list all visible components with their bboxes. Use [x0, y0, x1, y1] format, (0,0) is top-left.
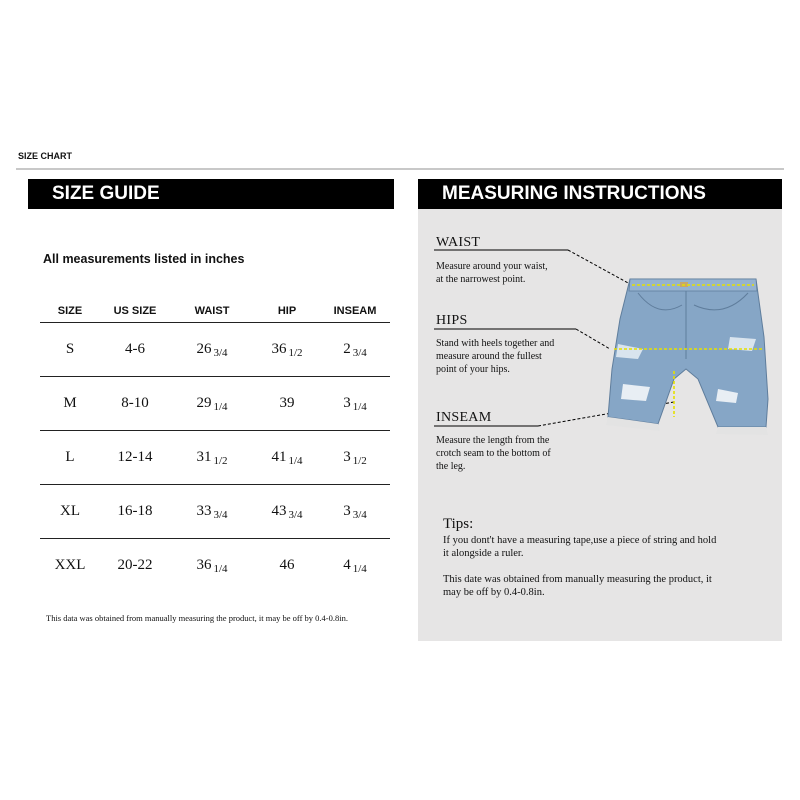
fraction: 1/2: [352, 454, 367, 467]
size-guide-bar: [28, 179, 394, 209]
waist-heading: WAIST: [436, 235, 481, 250]
table-row: [40, 539, 390, 592]
fraction: 1/4: [288, 454, 303, 467]
waist-cell: 36 $_{1/4}$: [196, 556, 228, 575]
measuring-instructions-title: MEASURING INSTRUCTIONS: [442, 183, 706, 204]
us-size-cell: 8-10: [121, 395, 149, 411]
size-guide-title: SIZE GUIDE: [52, 183, 160, 204]
size-cell: XL: [60, 503, 80, 519]
table-header: [40, 300, 390, 323]
table-body: [40, 323, 390, 592]
us-size-cell: 4-6: [125, 341, 145, 357]
inseam-cell: 2 $_{3/4}$: [343, 340, 367, 359]
tips-measuring-text: If you dont't have a measuring tape,use a piece of string and hold it alongside a ruler.: [443, 535, 717, 559]
waist-description: Measure around your waist, at the narrowest point.: [436, 261, 548, 285]
hip-cell: 46: [279, 557, 295, 573]
size-chart-label: SIZE CHART: [18, 151, 72, 161]
measuring-instructions-bar: [418, 179, 782, 209]
fraction: 1/4: [352, 400, 367, 413]
fraction: 1/4: [352, 562, 367, 575]
column-header: SIZE: [57, 305, 83, 317]
fraction: 1/4: [213, 562, 228, 575]
waist-cell: 33 $_{3/4}$: [196, 502, 228, 521]
hips-description: Stand with heels together and measure around the fullest point of your hips.: [436, 338, 555, 375]
size-cell: M: [63, 395, 77, 411]
inseam-description: Measure the length from the crotch seam to the bottom of the leg.: [436, 435, 551, 472]
table-row: [40, 377, 390, 431]
fraction: 3/4: [213, 346, 228, 359]
size-cell: XXL: [54, 557, 86, 573]
inseam-cell: 4 $_{1/4}$: [343, 556, 367, 575]
us-size-cell: 20-22: [117, 557, 153, 573]
fraction: 1/4: [213, 400, 228, 413]
table-row: [40, 485, 390, 539]
fraction: 1/2: [213, 454, 228, 467]
us-size-cell: 12-14: [117, 449, 153, 465]
column-header: HIP: [277, 305, 297, 317]
fraction: 3/4: [352, 508, 367, 521]
hip-cell: 36 $_{1/2}$: [271, 340, 303, 359]
hip-cell: 39: [279, 395, 295, 411]
inseam-heading: INSEAM: [436, 410, 492, 425]
fraction: 3/4: [352, 346, 367, 359]
inseam-cell: 3 $_{1/2}$: [343, 448, 367, 467]
column-header: US SIZE: [113, 305, 157, 317]
divider: [16, 168, 784, 170]
us-size-cell: 16-18: [117, 503, 153, 519]
inseam-cell: 3 $_{1/4}$: [343, 394, 367, 413]
fraction: 1/2: [288, 346, 303, 359]
table-row: [40, 431, 390, 485]
waist-cell: 29 $_{1/4}$: [196, 394, 228, 413]
hip-cell: 41 $_{1/4}$: [271, 448, 303, 467]
table-footnote: This data was obtained from manually measuring the product, it may be off by 0.4-0.8in.: [46, 613, 348, 623]
size-cell: L: [65, 449, 75, 465]
fraction: 3/4: [213, 508, 228, 521]
size-table: [40, 300, 390, 592]
hip-cell: 43 $_{3/4}$: [271, 502, 303, 521]
waist-cell: 31 $_{1/2}$: [196, 448, 228, 467]
column-header: WAIST: [194, 305, 230, 317]
denim-shorts-icon: [606, 279, 768, 435]
waist-cell: 26 $_{3/4}$: [196, 340, 228, 359]
size-cell: S: [65, 341, 75, 357]
column-header: INSEAM: [333, 305, 377, 317]
tips-title: Tips:: [443, 516, 474, 532]
fraction: 3/4: [288, 508, 303, 521]
measurements-subtitle: All measurements listed in inches: [43, 252, 245, 266]
tips-accuracy-text: This date was obtained from manually measuring the product, it may be off by 0.4-0.8in.: [443, 574, 712, 598]
hips-heading: HIPS: [436, 313, 468, 328]
inseam-cell: 3 $_{3/4}$: [343, 502, 367, 521]
table-row: [40, 323, 390, 377]
